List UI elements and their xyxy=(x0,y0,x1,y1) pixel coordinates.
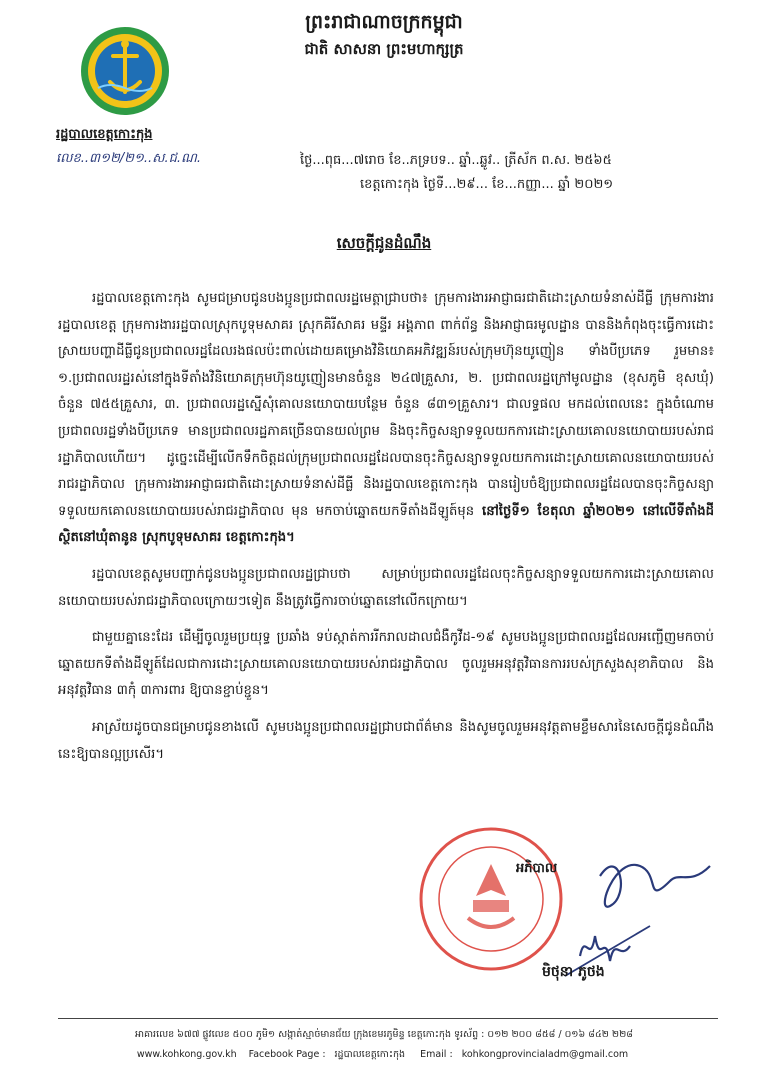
issuing-office: រដ្ឋបាលខេត្តកោះកុង xyxy=(56,127,153,142)
document-body xyxy=(58,286,714,778)
paragraph-4: អាស្រ័យដូចបានជម្រាបជូនខាងលើ សូមបងប្អូនប្រជាពលរដ្ឋជ្រាបជាព័ត៌មាន និងសូមចូលរួមអនុវត្តតាមខ្លឹមសារនៃសេចក្តីជូនដំណឹងនេះឱ្យបានល្អប្រសើរ។ xyxy=(58,719,714,762)
signatory-title: អភិបាល xyxy=(516,861,558,876)
reference-number: លេខ..៣១២/២១..ស.ជ.ណ. xyxy=(56,151,202,166)
email-info xyxy=(417,1049,631,1060)
paragraph-1-bold-date: នៅថ្ងៃទី១ ខែតុលា ឆ្នាំ២០២១ នៅលើទីតាំងដី ស្ថិតនៅឃុំតានូន ស្រុកបូទុមសាគរ ខេត្តកោះកុង។ xyxy=(58,503,714,546)
facebook-label: Facebook Page : xyxy=(248,1049,329,1060)
paragraph-1-text: រដ្ឋបាលខេត្តកោះកុង សូមជម្រាបជូនបងប្អូនប្រជាពលរដ្ឋមេត្តាជ្រាបថា៖ ក្រុមការងារអាជ្ញាធរជាតិដោះស្រាយទំនាស់ដីធ្លី ក្រុមការងាររដ្ឋបាលខេត្ត ក្រុមការងាររដ្ឋបាលស្រុកបូទុមសាគរ ស្រុកគិរីសាគរ មន្ទីរ អង្គភាព ពាក់ព័ន្ធ និងអាជ្ញាធរមូលដ្ឋាន បាននិងកំពុងចុះធ្វើការដោះស្រាយបញ្ហាដីធ្លីជូនប្រជាពលរដ្ឋដែលរងផលប៉ះពាល់ដោយគម្រោងវិនិយោគអភិវឌ្ឍន៍របស់ក្រុមហ៊ុនយូញៀន ទាំងបីប្រភេទ រួមមាន៖ ១.ប្រជាពលរដ្ឋរស់នៅក្នុងទីតាំងវិនិយោគក្រុមហ៊ុនយូញៀនមានចំនួន ២៤៧គ្រួសារ, ២. ប្រជាពលរដ្ឋក្រៅមូលដ្ឋាន (ខុសភូមិ ខុសឃុំ) ចំនួន ៧៥៥គ្រួសារ, ៣. ប្រជាពលរដ្ឋស្នើសុំគោលនយោបាយបន្ថែម ចំនួន ៨៣១គ្រួសារ។ ជាលទ្ធផល មកដល់ពេលនេះ ក្នុងចំណោមប្រជាពលរដ្ឋទាំងបីប្រភេទ មានប្រជាពលរដ្ឋភាគច្រើនបានយល់ព្រម និងចុះកិច្ចសន្យាទទួលយកការដោះស្រាយគោលនយោបាយរបស់រាជរដ្ឋាភិបាលហើយ។ ដូច្នេះដើម្បីលើកទឹកចិត្តដល់ក្រុមប្រជាពលរដ្ឋដែលបានចុះកិច្ចសន្យាទទួលយកការដោះស្រាយគោលនយោបាយរបស់រាជរដ្ឋាភិបាល ក្រុមការងារអាជ្ញាធរជាតិដោះស្រាយទំនាស់ដីធ្លី និងរដ្ឋបាលខេត្តកោះកុង បានរៀបចំឱ្យប្រជាពលរដ្ឋដែលបានចុះកិច្ចសន្យាទទួលយកគោលនយោបាយរបស់រាជរដ្ឋាភិបាល មុន មកចាប់ឆ្នោតយកទីតាំងដីឡូត៍មុន xyxy=(58,291,714,519)
national-motto: ជាតិ សាសនា ព្រះមហាក្សត្រ xyxy=(304,40,464,58)
paragraph-3: ជាមួយគ្នានេះដែរ ដើម្បីចូលរួមប្រយុទ្ធ ប្រឆាំង ទប់ស្កាត់ការរីករាលដាលជំងឺកូវីដ-១៩ សូមបងប្អូនប្រជាពលរដ្ឋដែលអញ្ជើញមកចាប់ឆ្នោតយកទីតាំងដីឡូត៍ដែលជាការដោះស្រាយគោលនយោបាយរបស់រាជរដ្ឋាភិបាល ចូលរួមអនុវត្តវិធានការរបស់ក្រសួងសុខាភិបាល និងអនុវត្តវិធាន ៣កុំ ៣ការពារ ឱ្យបានខ្ជាប់ខ្ជួន។ xyxy=(58,630,714,699)
website-link[interactable]: www.kohkong.gov.kh xyxy=(136,1049,237,1060)
facebook-page-name[interactable]: រដ្ឋបាលខេត្តកោះកុង xyxy=(334,1049,406,1060)
footer-divider xyxy=(58,1018,718,1019)
official-seal xyxy=(418,826,564,972)
signatory-name: មិថុនា ភូថង xyxy=(542,964,605,980)
paragraph-1 xyxy=(58,286,714,552)
facebook-info xyxy=(246,1049,408,1060)
email-address[interactable]: kohkongprovincialadm@gmail.com xyxy=(461,1049,629,1060)
kingdom-heading: ព្រះរាជាណាចក្រកម្ពុជា xyxy=(305,11,463,33)
province-logo xyxy=(80,26,170,116)
footer-contact xyxy=(0,1048,768,1062)
paragraph-2: រដ្ឋបាលខេត្តសូមបញ្ជាក់ជូនបងប្អូនប្រជាពលរដ្ឋជ្រាបថា សម្រាប់ប្រជាពលរដ្ឋដែលចុះកិច្ចសន្យាទទួលយកការដោះស្រាយគោលនយោបាយរបស់រាជរដ្ឋាភិបាលក្រោយៗទៀត នឹងត្រូវធ្វើការចាប់ឆ្នោតនៅលើកក្រោយ។ xyxy=(58,566,714,609)
document-title: សេចក្តីជូនដំណឹង xyxy=(336,234,432,252)
solar-date: ខេត្តកោះកុង ថ្ងៃទី...២៩... ខែ...កញ្ញា... ឆ្នាំ ២០២១ xyxy=(360,177,614,192)
lunar-date: ថ្ងៃ...ពុធ...៧រោច ខែ..ភទ្របទ.. ឆ្នាំ..ឆ្លូវ.. ត្រីស័ក ព.ស. ២៥៦៥ xyxy=(300,153,612,168)
footer-address: អាគារលេខ ៦៧៧ ផ្លូវលេខ ៥០០ ភូមិ១ សង្កាត់ស្មាច់មានជ័យ ក្រុងខេមរភូមិន្ទ ខេត្តកោះកុង ទូរស័ព្ទ : ០១២ ២០០ ៨៥៨ / ០១៦ ៨៤២ ២២៨ xyxy=(134,1029,634,1040)
email-label: Email : xyxy=(420,1049,456,1060)
